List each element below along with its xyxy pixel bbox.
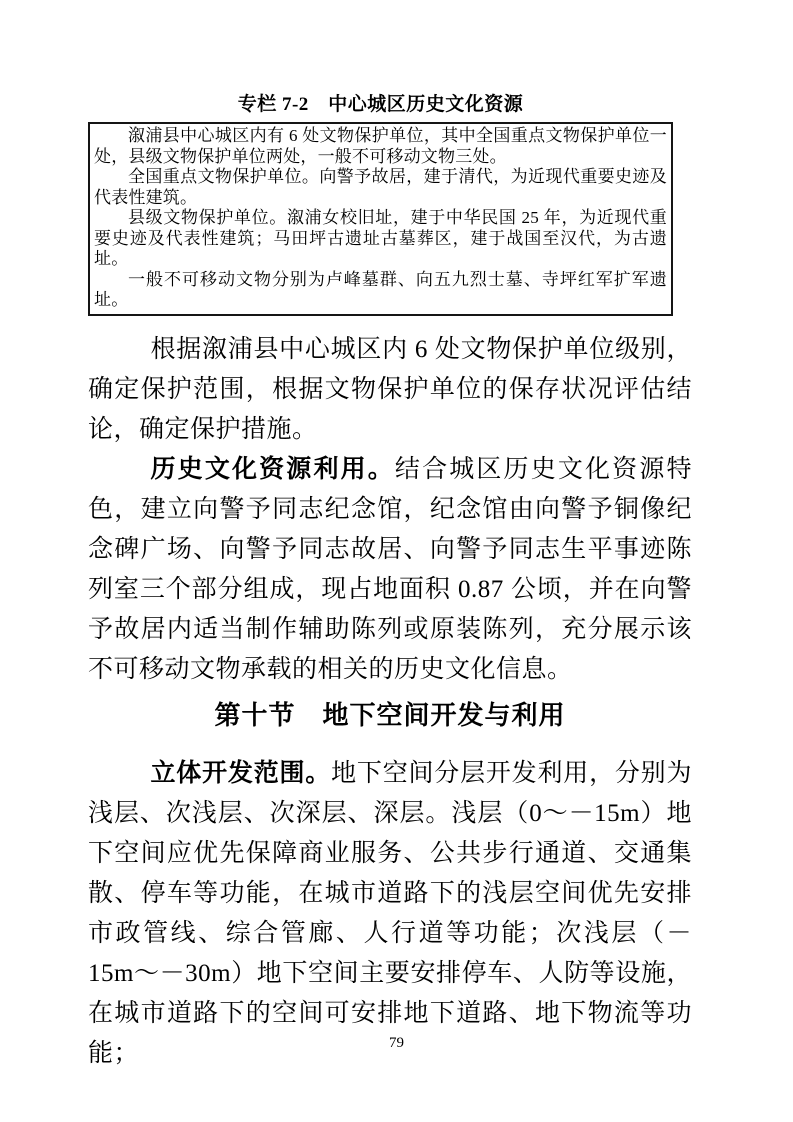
- paragraph-text-development-scope: 地下空间分层开发利用，分别为浅层、次浅层、次深层、深层。浅层（0～－15m）地下空间应优先保障商业服务、公共步行通道、交通集散、停车等功能，在城市道路下的浅层空间优先安排市政管线、综合管廊、人行道等功能；次浅层（－15m～－30m）地下空间主要安排停车、人防等设施，在城市道路下的空间可安排地下道路、地下物流等功能；: [88, 759, 692, 1067]
- body-paragraph-protection: 根据溆浦县中心城区内 6 处文物保护单位级别，确定保护范围，根据文物保护单位的保存状况评估结论，确定保护措施。: [88, 335, 692, 443]
- paragraph-lead-resource-use: 历史文化资源利用。: [150, 455, 395, 483]
- box-paragraph-county-unit: 县级文物保护单位。溆浦女校旧址，建于中华民国 25 年，为近现代重要史迹及代表性建筑；马田坪古遗址古墓葬区，建于战国至汉代，为古遗址。: [94, 208, 667, 268]
- body-paragraph-layered-development: [88, 754, 692, 1074]
- box-paragraph-immovable-relics: 一般不可移动文物分别为卢峰墓群、向五九烈士墓、寺坪红军扩军遗址。: [94, 269, 667, 309]
- paragraph-text-resource-use: 结合城区历史文化资源特色，建立向警予同志纪念馆，纪念馆由向警予铜像纪念碑广场、向警予同志故居、向警予同志生平事迹陈列室三个部分组成，现占地面积 0.87 公顷，并在向警予故居内适当制作辅助陈列或原装陈列，充分展示该不可移动文物承载的相关的历史文化信息。: [88, 455, 692, 683]
- box-paragraph-national-unit: 全国重点文物保护单位。向警予故居，建于清代，为近现代重要史迹及代表性建筑。: [94, 167, 667, 207]
- box-paragraph-overview: 溆浦县中心城区内有 6 处文物保护单位，其中全国重点文物保护单位一处，县级文物保护单位两处，一般不可移动文物三处。: [94, 126, 667, 166]
- body-paragraph-resource-use: [88, 450, 692, 690]
- paragraph-lead-development-scope: 立体开发范围。: [150, 759, 332, 787]
- section-heading-underground-space: 第十节 地下空间开发与利用: [214, 699, 566, 730]
- body-text-column: [88, 330, 692, 690]
- page-number: 79: [389, 1035, 404, 1051]
- column-box-title: 专栏 7-2 中心城区历史文化资源: [237, 94, 524, 115]
- column-info-box: [88, 122, 673, 316]
- body-text-column-2: [88, 754, 692, 1074]
